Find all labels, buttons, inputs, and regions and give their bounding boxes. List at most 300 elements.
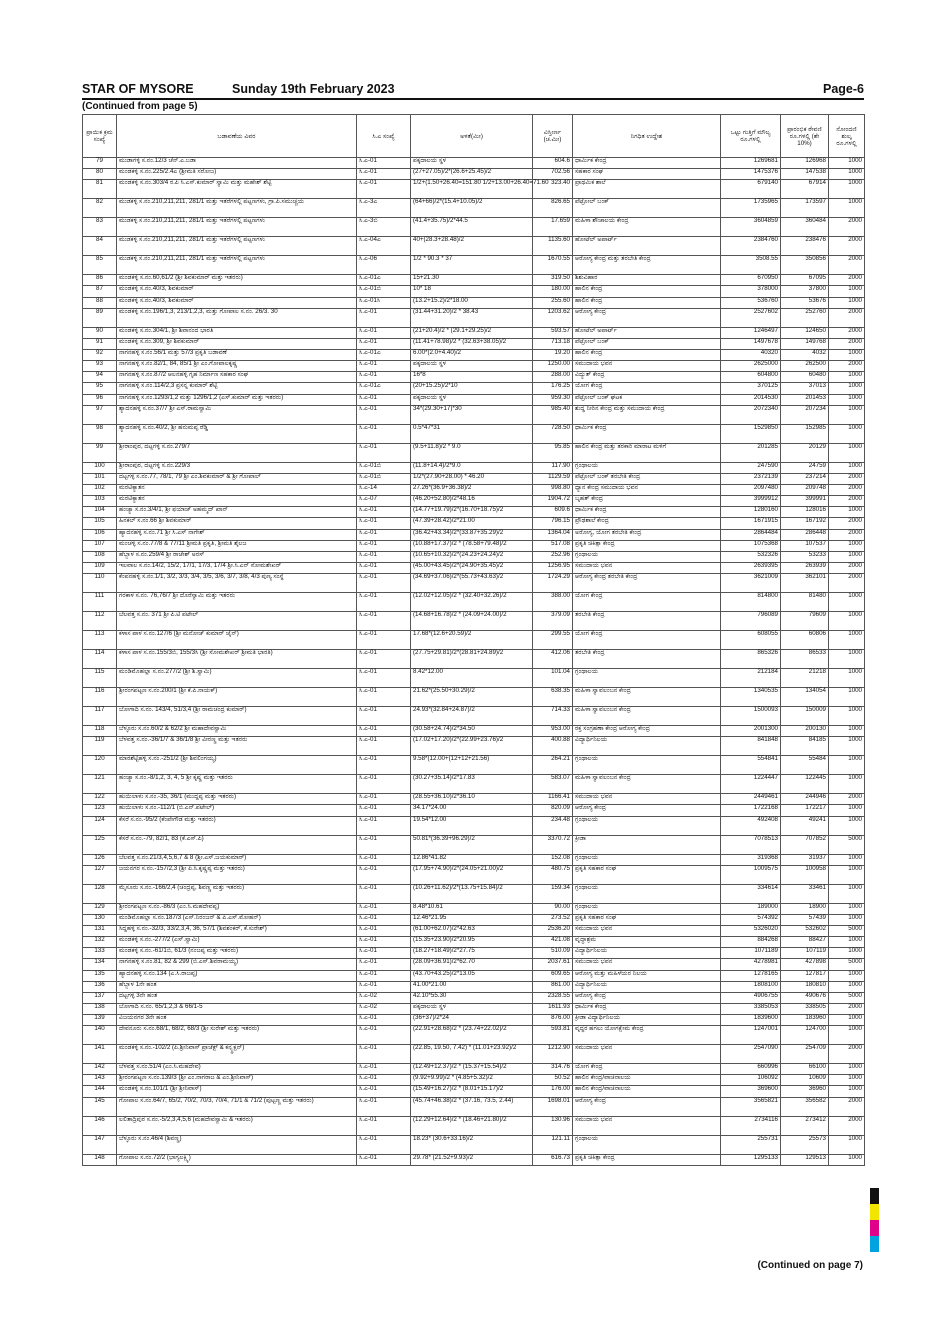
table-row [83, 688, 865, 707]
cell-deposit: 360484 [781, 218, 829, 237]
table-row [83, 992, 865, 1003]
cell-deposit: 129513 [781, 1154, 829, 1165]
cell-area: 95.85 [533, 443, 573, 462]
cell-purpose: ಕ್ರೀಡಾ ವಿದ್ಯಾರ್ಥಿನಿಲಯ [573, 1015, 721, 1026]
cell-lease-value: 3565821 [721, 1097, 781, 1116]
col-header-area: ವಿಸ್ತೀರ್ಣ (ಚ.ಮೀ) [533, 115, 573, 158]
cell-layout: ನಾಗನಹಳ್ಳಿ ಸ.ನಂ.1293/1,2 ಮತ್ತು 1296/1,2 (ಎಸ್.ಕುಮಾರ್ ಮತ್ತು ಇತರರು) [117, 394, 357, 405]
cell-ca-number: ಸಿ.ಎ-01 [357, 1015, 411, 1026]
cell-serial: 137 [83, 992, 117, 1003]
cell-dimensions: (64+66)/2*(15.4+10.05)/2 [411, 199, 533, 218]
cell-ca-number: ಸಿ.ಎ-02 [357, 1003, 411, 1014]
cell-deposit: 209748 [781, 484, 829, 495]
cell-deposit: 273412 [781, 1116, 829, 1135]
cell-area: 593.81 [533, 1026, 573, 1045]
cell-layout: ಕಳಾಸ ಪಾಳ ಸ.ನಂ.155/3ಬಿ, 155/3ಸಿ (ಶ್ರೀ ಸೋಮಶೇಖರ್ ಶ್ರೀಮತಿ ಭಾರತಿ) [117, 650, 357, 669]
cell-serial: 87 [83, 286, 117, 297]
cell-registration-fee: 1000 [829, 948, 865, 959]
cell-deposit: 53233 [781, 551, 829, 562]
cell-registration-fee: 1000 [829, 1064, 865, 1075]
table-row [83, 443, 865, 462]
cell-ca-number: ಸಿ.ಎ-01ಬಿ [357, 473, 411, 484]
cell-dimensions: 27.26*(36.9+36.38)/2 [411, 484, 533, 495]
cell-ca-number: ಸಿ.ಎ-01 [357, 361, 411, 372]
cell-dimensions: (20+15.25)/2*10 [411, 383, 533, 394]
cell-lease-value: 212184 [721, 669, 781, 688]
cell-serial: 141 [83, 1045, 117, 1064]
cell-area: 2328.55 [533, 992, 573, 1003]
table-row [83, 297, 865, 308]
cell-layout: ನಾಗನಹಳ್ಳಿ ಸ.ನಂ.81, 82 & 299 (ಬಿ.ಎಸ್.ಶಿವರಾಮಯ್ಯ) [117, 959, 357, 970]
cell-dimensions: 41.00*21.00 [411, 981, 533, 992]
cell-layout: ಬೋಗಾದಿ ಸ.ನಂ. 143/4, 51/3,4 (ಶ್ರೀ ರಾಮಚಂದ್ರ ಕುಮಾರ್) [117, 707, 357, 726]
cell-area: 1724.29 [533, 574, 573, 593]
cell-registration-fee: 2000 [829, 1045, 865, 1064]
cell-lease-value: 1075368 [721, 540, 781, 551]
cell-lease-value: 1497678 [721, 338, 781, 349]
cell-ca-number: ಸಿ.ಎ-01 [357, 308, 411, 327]
cell-dimensions: 40+(28.3+28.48)/2 [411, 237, 533, 256]
col-header-dimensions: ಅಳತೆ(ಮೀ) [411, 115, 533, 158]
cell-dimensions: (14.77+19.79)/2*(16.70+18.75)/2 [411, 507, 533, 518]
cell-area: 264.21 [533, 756, 573, 775]
cell-deposit: 427898 [781, 959, 829, 970]
cell-ca-number: ಸಿ.ಎ-01 [357, 726, 411, 737]
cell-ca-number: ಸಿ.ಎ-01 [357, 805, 411, 816]
cell-serial: 96 [83, 394, 117, 405]
cell-layout: ಮುಡಕಳ್ಳಿ ಸ.ನಂ.210,211,211, 281/1 ಮತ್ತು ಇತರೆಗಳಲ್ಲಿ ಪಟ್ಟಣಗಳು, ಗ್ರಾ.ಪಿ.ಸಮುಚ್ಚಯ [117, 199, 357, 218]
cell-purpose: ವಿದ್ಯಾರ್ಥಿನಿಲಯ [573, 737, 721, 756]
cell-lease-value: 378000 [721, 286, 781, 297]
cell-purpose: ಸಮುದಾಯ ಭವನ [573, 562, 721, 573]
cell-ca-number: ಸಿ.ಎ-01 [357, 518, 411, 529]
cell-area: 121.11 [533, 1135, 573, 1154]
col-header-purpose: ನಿಗಧಿತ ಉದ್ದೇಶ [573, 115, 721, 158]
cell-ca-number: ಸಿ.ಎ-01 [357, 1075, 411, 1086]
cell-dimensions: (21+20.4)/2 * (29.1+29.25)/2 [411, 327, 533, 338]
cell-dimensions: 42.10*55.30 [411, 992, 533, 1003]
cell-ca-number: ಸಿ.ಎ-01 [357, 612, 411, 631]
cell-serial: 115 [83, 669, 117, 688]
cell-dimensions: 6.00*(2.0+4.40)/2 [411, 349, 533, 360]
table-row [83, 562, 865, 573]
cell-deposit: 37800 [781, 286, 829, 297]
cell-layout: ಕೆಸರೆ ಸ.ನಂ.-79, 82/1, 83 (ಕೆ.ಎಸ್.ಪಿ) [117, 835, 357, 854]
cell-area: 714.33 [533, 707, 573, 726]
color-swatch [870, 1172, 879, 1188]
cell-deposit: 4032 [781, 349, 829, 360]
cell-dimensions: (12.49+12.37)/2 * (15.37+15.54)/2 [411, 1064, 533, 1075]
cell-deposit: 238476 [781, 237, 829, 256]
cell-lease-value: 1671915 [721, 518, 781, 529]
cell-area: 638.35 [533, 688, 573, 707]
cell-registration-fee: 2000 [829, 484, 865, 495]
cell-purpose: ಗ್ರಂಥಾಲಯ [573, 462, 721, 473]
cell-serial: 126 [83, 854, 117, 865]
table-row [83, 794, 865, 805]
cell-serial: 83 [83, 218, 117, 237]
cell-deposit: 147538 [781, 169, 829, 180]
cell-registration-fee: 1000 [829, 1075, 865, 1086]
cell-lease-value: 1475376 [721, 169, 781, 180]
cell-purpose: ಹೋಟೆಲ್ ಅಪಾರ್ಟ್ [573, 237, 721, 256]
cell-area: 314.76 [533, 1064, 573, 1075]
cell-lease-value: 1278165 [721, 970, 781, 981]
cell-purpose: ಹೋಟೆಲ್ ಅಪಾರ್ಟ್ [573, 327, 721, 338]
table-row [83, 338, 865, 349]
cell-area: 323.40 [533, 180, 573, 199]
cell-registration-fee: 2000 [829, 327, 865, 338]
cell-purpose: ವೃದ್ಧಾಶ್ರಮ [573, 937, 721, 948]
cell-serial: 90 [83, 327, 117, 338]
cell-deposit: 67095 [781, 275, 829, 286]
cell-layout: ಮಂಡಕಳ್ಳಿ ಸ.ನಂ.60,61/2 (ಶ್ರೀ ಶಿವಕುಮಾರ್ ಮತ್ತು ಇತರರು) [117, 275, 357, 286]
cell-serial: 109 [83, 562, 117, 573]
cell-ca-number: ಸಿ.ಎ-06 [357, 256, 411, 275]
cell-registration-fee: 1000 [829, 756, 865, 775]
cell-ca-number: ಸಿ.ಎ-01 [357, 865, 411, 884]
cell-registration-fee: 1000 [829, 462, 865, 473]
cell-lease-value: 106092 [721, 1075, 781, 1086]
cell-layout: ಮುಡಾಗಳ್ಳಿ ಸ.ನಂ.12/3 ಚೆನ್.ಎ.ಬಡಾ [117, 158, 357, 169]
cell-area: 876.00 [533, 1015, 573, 1026]
table-row [83, 180, 865, 199]
cell-deposit: 286448 [781, 529, 829, 540]
color-swatch [870, 1236, 879, 1252]
cell-area: 953.00 [533, 726, 573, 737]
cell-lease-value: 2372139 [721, 473, 781, 484]
cell-serial: 82 [83, 199, 117, 218]
table-row [83, 937, 865, 948]
cell-purpose: ಹಾಲಿನ ಕೇಂದ್ರ [573, 297, 721, 308]
cell-registration-fee: 1000 [829, 593, 865, 612]
cell-area: 3370.72 [533, 835, 573, 854]
cell-purpose: ಆರೋಗ್ಯ ಕೇಂದ್ರ ತರಬೇತಿ ಕೇಂದ್ರ [573, 574, 721, 593]
cell-deposit: 237214 [781, 473, 829, 484]
cell-deposit: 254709 [781, 1045, 829, 1064]
cell-ca-number: ಸಿ.ಎ-01 [357, 372, 411, 383]
cell-area: 728.50 [533, 424, 573, 443]
cell-layout: ಮುಡಕಳ್ಳಿ ಸ.ನಂ.210,211,211, 281/1 ಮತ್ತು ಇತರೆಗಳಲ್ಲಿ ಪಟ್ಟಣಗಳು [117, 256, 357, 275]
cell-registration-fee: 1000 [829, 650, 865, 669]
cell-layout: ದಟ್ಟಗಳ್ಳಿ ಸ.ನಂ.77, 78/1, 79 ಶ್ರೀ ಎಂ.ಶಿವಕುಮಾರ್ & ಶ್ರೀ ಗೋಪಾಲ್ [117, 473, 357, 484]
cell-layout: ಮಂಚಳ್ಳಿ ಸ.ನಂ.77/8 & 77/11 ಶ್ರೀಮತಿ ಪ್ರಕೃತಿ, ಶ್ರೀಮತಿ ಶೈಲಜ [117, 540, 357, 551]
cell-layout: ಮಂಡಕಳ್ಳಿ ಸ.ನಂ.196/1,3, 213/1,2,3, ಮತ್ತು ಗೋಪಾಲ ಸ.ನಂ. 26/3. 30 [117, 308, 357, 327]
cell-deposit: 37013 [781, 383, 829, 394]
cell-registration-fee: 1000 [829, 1135, 865, 1154]
cell-serial: 122 [83, 794, 117, 805]
cell-deposit: 180810 [781, 981, 829, 992]
cell-registration-fee: 1000 [829, 631, 865, 650]
cell-serial: 106 [83, 529, 117, 540]
cell-deposit: 67914 [781, 180, 829, 199]
cell-area: 959.30 [533, 394, 573, 405]
cell-area: 273.52 [533, 914, 573, 925]
cell-purpose: ಆರೋಗ್ಯ ಕೇಂದ್ರ [573, 308, 721, 327]
cell-lease-value: 865326 [721, 650, 781, 669]
cell-serial: 146 [83, 1116, 117, 1135]
cell-area: 1135.60 [533, 237, 573, 256]
cell-serial: 147 [83, 1135, 117, 1154]
cell-area: 319.50 [533, 275, 573, 286]
cell-serial: 121 [83, 775, 117, 794]
cell-dimensions: (27+27.05)/2*(26.6+25.45)/2 [411, 169, 533, 180]
cell-purpose: ಗ್ರಂಥಾಲಯ [573, 854, 721, 865]
cell-lease-value: 1295133 [721, 1154, 781, 1165]
cell-area: 152.08 [533, 854, 573, 865]
cell-area: 234.48 [533, 816, 573, 835]
cell-area: 421.08 [533, 937, 573, 948]
table-row [83, 361, 865, 372]
cell-layout: ವಿಜಯನಗರ 3ನೇ ಹಂತ [117, 1015, 357, 1026]
cell-lease-value: 255731 [721, 1135, 781, 1154]
cell-dimensions: (18.27+18.49)/2*27.75 [411, 948, 533, 959]
cell-serial: 136 [83, 981, 117, 992]
cell-area: 159.34 [533, 884, 573, 903]
cell-ca-number: ಸಿ.ಎ-01 [357, 551, 411, 562]
cell-dimensions: (15.35+23.90)/2*20.95 [411, 937, 533, 948]
cell-purpose: ಸಮುದಾಯ ಭವನ [573, 959, 721, 970]
cell-purpose: ಆರೋಗ್ಯ ಮತ್ತು ಮಹಿಳೆಯರ ನಿಲಯ [573, 970, 721, 981]
cell-deposit: 350856 [781, 256, 829, 275]
cell-registration-fee: 2000 [829, 237, 865, 256]
cell-registration-fee: 1000 [829, 737, 865, 756]
table-row [83, 593, 865, 612]
cell-registration-fee: 1000 [829, 726, 865, 737]
cell-registration-fee: 1000 [829, 914, 865, 925]
cell-lease-value: 3604859 [721, 218, 781, 237]
cell-serial: 125 [83, 835, 117, 854]
cell-deposit: 55484 [781, 756, 829, 775]
table-row [83, 496, 865, 507]
cell-deposit: 60480 [781, 372, 829, 383]
cell-registration-fee: 1000 [829, 816, 865, 835]
cell-lease-value: 1224447 [721, 775, 781, 794]
cell-purpose: ತರಬೇತಿ ಕೇಂದ್ರ [573, 650, 721, 669]
table-row [83, 775, 865, 794]
cell-dimensions: (43.70+43.25)/2*13.05 [411, 970, 533, 981]
cell-serial: 80 [83, 169, 117, 180]
table-row [83, 484, 865, 495]
cell-lease-value: 40320 [721, 349, 781, 360]
cell-registration-fee: 1000 [829, 424, 865, 443]
cell-ca-number: ಸಿ.ಎ-01 [357, 854, 411, 865]
cell-ca-number: ಸಿ.ಎ-01 [357, 1154, 411, 1165]
cell-dimensions: (11.8+14.4)/2*9.0 [411, 462, 533, 473]
table-row [83, 854, 865, 865]
color-swatch [870, 1220, 879, 1236]
table-row [83, 1135, 865, 1154]
cell-lease-value: 1280160 [721, 507, 781, 518]
cell-layout: ಜಯನಗರ ಸ.ನಂ.-157/2,3 (ಶ್ರೀ ಪಿ.ಸಿ.ಕೃಷ್ಣಪ್ಪ ಮತ್ತು ಇತರರು) [117, 865, 357, 884]
cell-deposit: 207234 [781, 405, 829, 424]
table-row [83, 1154, 865, 1165]
cell-lease-value: 1269681 [721, 158, 781, 169]
cell-deposit: 126968 [781, 158, 829, 169]
cell-ca-number: ಸಿ.ಎ-3ಎ [357, 199, 411, 218]
table-row [83, 218, 865, 237]
table-row [83, 286, 865, 297]
cell-layout: ಕಳಾಸ ಪಾಳ ಸ.ನಂ.127/6 (ಶ್ರೀ ಮನೋಜ್ ಕುಮಾರ್ ಜೈನ್) [117, 631, 357, 650]
cell-serial: 99 [83, 443, 117, 462]
cell-registration-fee: 1000 [829, 970, 865, 981]
cell-registration-fee: 1000 [829, 854, 865, 865]
cell-ca-number: ಸಿ.ಎ-01 [357, 650, 411, 669]
cell-purpose: ಯೋಗ ಕೇಂದ್ರ [573, 383, 721, 394]
cell-dimensions: (22.91+28.68)/2 * (23.74+22.02)/2 [411, 1026, 533, 1045]
cell-deposit: 66100 [781, 1064, 829, 1075]
cell-purpose: ಸಮುದಾಯ ಭವನ [573, 1116, 721, 1135]
cell-lease-value: 369600 [721, 1086, 781, 1097]
cell-ca-number: ಸಿ.ಎ-01 [357, 737, 411, 756]
cell-lease-value: 2097480 [721, 484, 781, 495]
cell-layout: ಮಂಡಕಳ್ಳಿ ಸ.ನಂ.-277/2 (ಎಸ್.ಸ್ವಾಮಿ) [117, 937, 357, 948]
cell-ca-number: ಸಿ.ಎ-01 [357, 631, 411, 650]
cell-serial: 127 [83, 865, 117, 884]
table-row [83, 669, 865, 688]
cell-lease-value: 2001300 [721, 726, 781, 737]
cell-ca-number: ಸಿ.ಎ-01ಸಿ [357, 297, 411, 308]
cell-deposit: 107119 [781, 948, 829, 959]
cell-serial: 144 [83, 1086, 117, 1097]
cell-lease-value: 574392 [721, 914, 781, 925]
cell-dimensions: 1/2*(27.90+28.00) * 46.20 [411, 473, 533, 484]
cell-deposit: 200130 [781, 726, 829, 737]
cell-ca-number: ಸಿ.ಎ-01 [357, 540, 411, 551]
cell-area: 101.04 [533, 669, 573, 688]
cell-dimensions: (27.75+29.81)/2*(28.81+24.89)/2 [411, 650, 533, 669]
cell-dimensions: ಪಕ್ಕದಾಲಯ ಸ್ಥಳ [411, 158, 533, 169]
cell-layout: ಹ್ಯಾದನಹಳ್ಳಿ ಸ.ನಂ.71 ಶ್ರೀ ಸಿ.ಎಸ್ ನಾಗೇಶ್ [117, 529, 357, 540]
cell-dimensions: (28.09+36.91)/2*62.70 [411, 959, 533, 970]
cell-serial: 140 [83, 1026, 117, 1045]
cell-layout: ಬೆಳ್ಳೂರು ಸ.ನಂ.60/2 & 62/2 ಶ್ರೀ ಮಹಾದೇವಸ್ವಾಮಿ [117, 726, 357, 737]
table-row [83, 1097, 865, 1116]
col-header-deposit: ಪ್ರಾರಂಭಿಕ ಠೇವಣಿ ರೂ.ಗಳಲ್ಲಿ (ಶೇ 10%) [781, 115, 829, 158]
lease-table [82, 114, 865, 1166]
cell-registration-fee: 1000 [829, 443, 865, 462]
cell-registration-fee: 1000 [829, 981, 865, 992]
cell-layout: ಶ್ರೀರಾಂಪುರ, ದಟ್ಟಗಳ್ಳಿ ಸ.ನಂ.279/7 [117, 443, 357, 462]
cell-serial: 111 [83, 593, 117, 612]
cell-deposit: 252760 [781, 308, 829, 327]
cell-dimensions: ಪಕ್ಕದಾಲಯ ಸ್ಥಳ [411, 361, 533, 372]
table-row [83, 256, 865, 275]
cell-serial: 135 [83, 970, 117, 981]
cell-purpose: ಪ್ರಕೃತಿ ಸಹಕಾರ ಸಂಘ [573, 865, 721, 884]
table-row [83, 1064, 865, 1075]
cell-layout: ಗೋಪಾಲ ಸ.ನಂ.72/2 (ಭಾಗ್ಯಲಕ್ಷ್ಮಿ) [117, 1154, 357, 1165]
table-row [83, 948, 865, 959]
cell-serial: 110 [83, 574, 117, 593]
cell-registration-fee: 2000 [829, 1116, 865, 1135]
cell-layout: ಹುಯಿಲಾಳು ಸ.ನಂ.-35, 36/1 (ಮುದ್ದಪ್ಪ ಮತ್ತು ಇತರರು) [117, 794, 357, 805]
cell-area: 130.96 [533, 1116, 573, 1135]
cell-layout: ಕೆಸರೆ ಸ.ನಂ.-95/2 (ಕೆಂಪೇಗೌಡ ಮತ್ತು ಇತರರು) [117, 816, 357, 835]
cell-registration-fee: 2000 [829, 361, 865, 372]
cell-ca-number: ಸಿ.ಎ-01 [357, 959, 411, 970]
cell-deposit: 172217 [781, 805, 829, 816]
cell-purpose: ಧಾರ್ಮಿಕ ಕೇಂದ್ರ [573, 507, 721, 518]
cell-ca-number: ಸಿ.ಎ-01 [357, 169, 411, 180]
table-row [83, 650, 865, 669]
table-row [83, 424, 865, 443]
cell-purpose: ಗ್ರಂಥಾಲಯ [573, 669, 721, 688]
cell-dimensions: (45.74+46.38)/2 * (37.16, 73.5, 2.44) [411, 1097, 533, 1116]
cell-purpose: ಹಾಲಿನ ಕೇಂದ್ರ/ವಾಚನಾಲಯ [573, 1086, 721, 1097]
cell-lease-value: 1808100 [721, 981, 781, 992]
cell-registration-fee: 1000 [829, 1026, 865, 1045]
masthead [82, 80, 864, 96]
cell-area: 2037.61 [533, 959, 573, 970]
cell-registration-fee: 1000 [829, 158, 865, 169]
cell-registration-fee: 1000 [829, 372, 865, 383]
cell-deposit: 150009 [781, 707, 829, 726]
cell-layout: ಹೆಬ್ಬಾಳ 1ನೇ ಹಂತ [117, 981, 357, 992]
cell-serial: 86 [83, 275, 117, 286]
cell-area: 1364.04 [533, 529, 573, 540]
cell-layout: ಮುಡಕಳ್ಳಿ ಸ.ನಂ.210,211,211, 281/1 ಮತ್ತು ಇತರೆಗಳಲ್ಲಿ ಪಟ್ಟಣಗಳು [117, 237, 357, 256]
cell-purpose: ಪ್ರಕೃತಿ ಸಹಕಾರ ಸಂಘ [573, 914, 721, 925]
cell-dimensions: 8.42*12.00 [411, 669, 533, 688]
cell-area: 998.80 [533, 484, 573, 495]
cell-purpose: ಧಾರ್ಮಿಕ ಕೇಂದ್ರ [573, 424, 721, 443]
cell-dimensions: (30.27+35.14)/2*17.83 [411, 775, 533, 794]
cell-purpose: ಅರೋಗ್ಯ, ಯೋಗ ತರಬೇತಿ ಕೇಂದ್ರ [573, 529, 721, 540]
cell-lease-value: 2864484 [721, 529, 781, 540]
cell-ca-number: ಸಿ.ಎ-01 [357, 562, 411, 573]
cell-purpose: ಪ್ರಕೃತಿ ಚಿಕಿತ್ಸಾ ಕೇಂದ್ರ [573, 540, 721, 551]
cell-serial: 133 [83, 948, 117, 959]
cell-lease-value: 679140 [721, 180, 781, 199]
cell-deposit: 36960 [781, 1086, 829, 1097]
cell-ca-number: ಸಿ.ಎ-01ಎ [357, 349, 411, 360]
cell-layout: ಬೆಳವತ್ತ ಸ.ನಂ.-36/1/7 & 36/1/8 ಶ್ರೀ ವೀರಣ್ಣ ಮತ್ತು ಇತರರು [117, 737, 357, 756]
cell-deposit: 167192 [781, 518, 829, 529]
cell-serial: 81 [83, 180, 117, 199]
cell-layout: ಬೆಳ್ಳೂರು ಸ.ನಂ.46/4 (ಶಿವಣ್ಣ) [117, 1135, 357, 1154]
cell-layout: ಮಂಡಕಳ್ಳಿ ಸ.ನಂ.303/4 ರ.ಪಿ ಸಿ.ಎಸ್.ಕುಮಾರ್ ಸ್ವಾಮಿ ಮತ್ತು ಮಹೇಶ್ ಶೆಟ್ಟಿ [117, 180, 357, 199]
cell-layout: ಮಂಡಕಳ್ಳಿ ಸ.ನಂ.225/2.4ಎ (ಶ್ರೀಮತಿ ಸರೋಜ) [117, 169, 357, 180]
cell-deposit: 100958 [781, 865, 829, 884]
cell-purpose: ಸಮುದಾಯ ಭವನ [573, 794, 721, 805]
cell-deposit: 18900 [781, 903, 829, 914]
cell-dimensions: 21.62*(25.50+30.29)/2 [411, 688, 533, 707]
cell-area: 1166.41 [533, 794, 573, 805]
cell-registration-fee: 1000 [829, 688, 865, 707]
cell-dimensions: (41.4+35.75)/2*44.5 [411, 218, 533, 237]
cell-serial: 100 [83, 462, 117, 473]
table-row [83, 1026, 865, 1045]
cell-lease-value: 1009575 [721, 865, 781, 884]
cell-area: 1904.72 [533, 496, 573, 507]
cell-lease-value: 370125 [721, 383, 781, 394]
table-row [83, 1075, 865, 1086]
cell-area: 480.75 [533, 865, 573, 884]
cell-lease-value: 2527602 [721, 308, 781, 327]
cell-ca-number: ಸಿ.ಎ-01 [357, 884, 411, 903]
cell-registration-fee: 1000 [829, 286, 865, 297]
cell-purpose: ಗ್ರಂಥಾಲಯ [573, 756, 721, 775]
cell-lease-value: 3999912 [721, 496, 781, 507]
cell-lease-value: 2625000 [721, 361, 781, 372]
cell-area: 19.20 [533, 349, 573, 360]
cell-serial: 79 [83, 158, 117, 169]
cell-lease-value: 334614 [721, 884, 781, 903]
cell-lease-value: 4278981 [721, 959, 781, 970]
table-row [83, 169, 865, 180]
cell-layout: ಶ್ಯಾದನಹಳ್ಳಿ ಸ.ನಂ.40/2, ಶ್ರೀ ಹನುಮಪ್ಪ ರೆಡ್ಡಿ [117, 424, 357, 443]
